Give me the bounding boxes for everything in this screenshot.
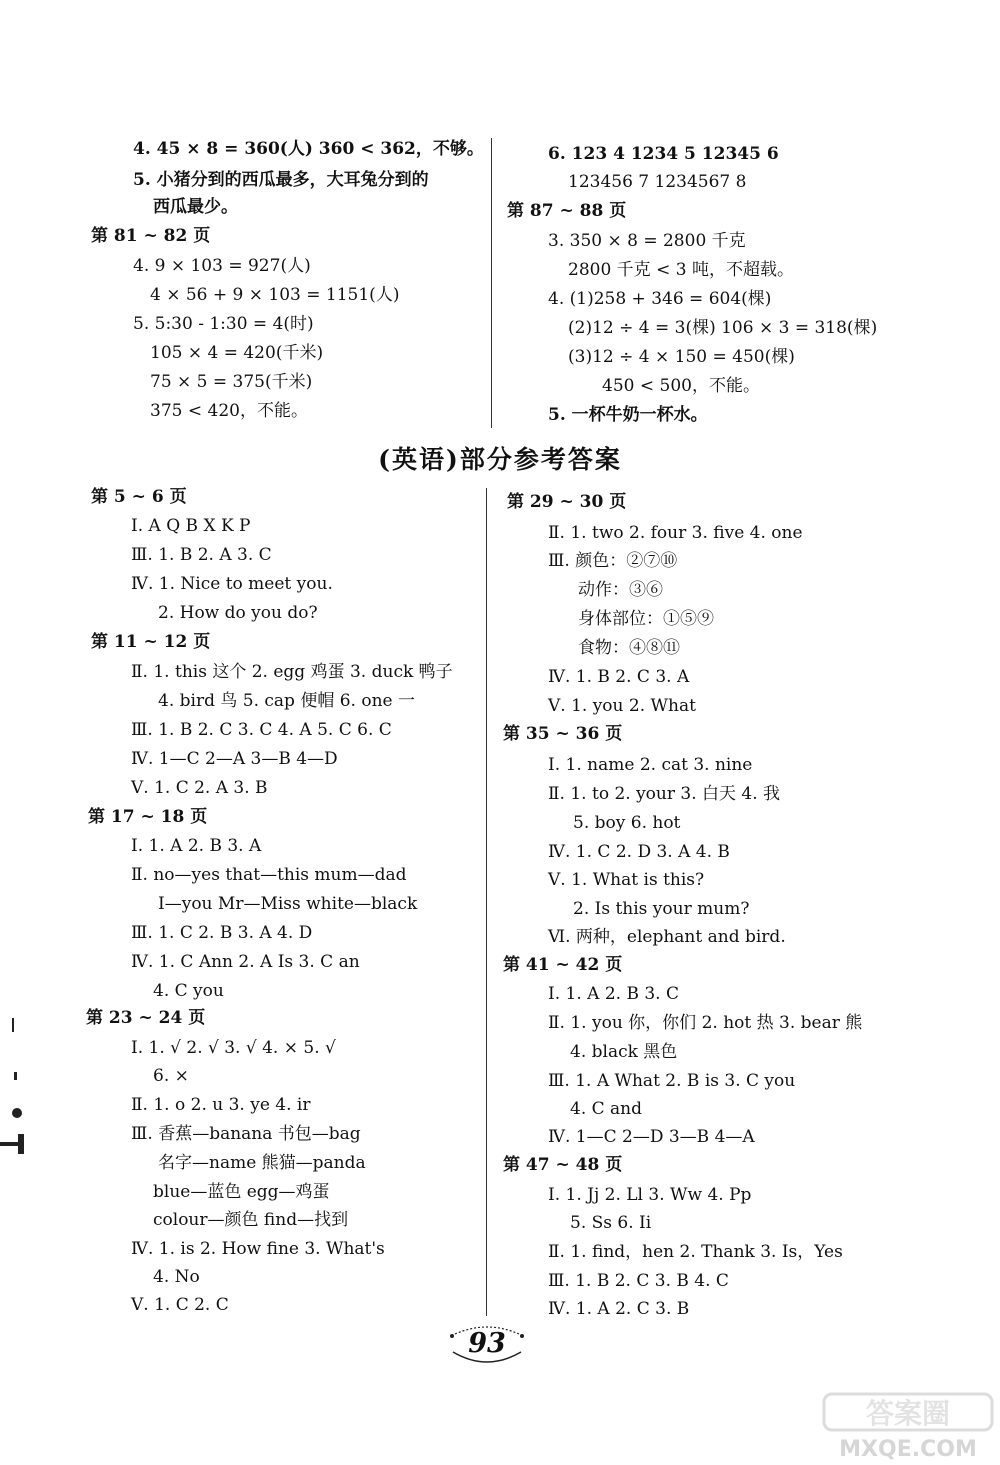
section-heading: 第 87 ~ 88 页 xyxy=(507,201,627,221)
binding-mark xyxy=(12,1018,14,1032)
watermark-logo xyxy=(818,1392,1000,1461)
section-heading: 第 11 ~ 12 页 xyxy=(91,632,211,652)
answer-line: Ⅱ. 1. to 2. your 3. 白天 4. 我 xyxy=(548,784,781,804)
binding-mark xyxy=(12,1108,22,1118)
watermark-logo-text: 答案圈 xyxy=(865,1397,951,1430)
answer-line: (2)12 ÷ 4 = 3(棵) 106 × 3 = 318(棵) xyxy=(568,318,878,338)
answer-line: Ⅰ. 1. name 2. cat 3. nine xyxy=(548,755,753,775)
answer-line: 4. (1)258 + 346 = 604(棵) xyxy=(548,289,772,309)
answer-line: 75 × 5 = 375(千米) xyxy=(150,372,313,392)
answer-line: blue—蓝色 egg—鸡蛋 xyxy=(153,1182,330,1202)
page-number-ornament xyxy=(447,1322,527,1366)
answer-line: Ⅲ. 1. B 2. A 3. C xyxy=(131,545,272,565)
section-heading: 第 29 ~ 30 页 xyxy=(507,492,627,512)
answer-line: Ⅰ. A Q B X K P xyxy=(131,516,251,536)
answer-line: 4. bird 鸟 5. cap 便帽 6. one 一 xyxy=(158,691,416,711)
answer-line: I—you Mr—Miss white—black xyxy=(158,894,418,914)
binding-mark xyxy=(14,1072,17,1080)
section-heading: 第 47 ~ 48 页 xyxy=(503,1155,623,1175)
answer-line: 西瓜最少。 xyxy=(153,197,238,217)
answer-line: 450 < 500，不能。 xyxy=(602,376,760,396)
answer-line: Ⅵ. 两种，elephant and bird. xyxy=(548,927,786,947)
answer-line: Ⅰ. 1. A 2. B 3. C xyxy=(548,984,679,1004)
answer-line: Ⅲ. 颜色：②⑦⑩ xyxy=(548,551,678,571)
watermark xyxy=(818,1392,1000,1461)
answer-line: Ⅱ. no—yes that—this mum—dad xyxy=(131,865,407,885)
answer-line: 5. 一杯牛奶一杯水。 xyxy=(548,405,708,425)
answer-line: Ⅲ. 1. B 2. C 3. B 4. C xyxy=(548,1271,729,1291)
answer-line: Ⅳ. 1. C Ann 2. A Is 3. C an xyxy=(131,952,360,972)
answer-line: 5. 5:30 - 1:30 = 4(时) xyxy=(133,314,314,334)
answer-line: Ⅳ. 1. B 2. C 3. A xyxy=(548,667,690,687)
answer-line: 105 × 4 = 420(千米) xyxy=(150,343,324,363)
answer-line: Ⅳ. 1. Nice to meet you. xyxy=(131,574,333,594)
section-heading: 第 41 ~ 42 页 xyxy=(503,955,623,975)
answer-line: Ⅴ. 1. C 2. C xyxy=(131,1295,229,1315)
answer-line: Ⅱ. 1. o 2. u 3. ye 4. ir xyxy=(131,1095,311,1115)
answer-line: 6. 123 4 1234 5 12345 6 xyxy=(548,144,779,164)
section-heading: 第 23 ~ 24 页 xyxy=(86,1008,206,1028)
section-heading: 第 17 ~ 18 页 xyxy=(88,807,208,827)
answer-line: Ⅳ. 1. is 2. How fine 3. What's xyxy=(131,1239,385,1259)
answer-line: Ⅴ. 1. C 2. A 3. B xyxy=(131,778,268,798)
answer-line: 4. 9 × 103 = 927(人) xyxy=(133,256,311,276)
answer-line: 123456 7 1234567 8 xyxy=(568,172,747,192)
answer-line: 5. Ss 6. Ii xyxy=(570,1213,652,1233)
answer-line: 4. 45 × 8 = 360(人) 360 < 362，不够。 xyxy=(133,139,484,159)
answer-line: Ⅱ. 1. find，hen 2. Thank 3. Is，Yes xyxy=(548,1242,843,1262)
answer-line: 3. 350 × 8 = 2800 千克 xyxy=(548,231,746,251)
answer-line: 2. Is this your mum? xyxy=(573,899,750,919)
answer-line: 4. black 黑色 xyxy=(570,1042,678,1062)
answer-line: 动作：③⑥ xyxy=(578,580,663,600)
answer-line: Ⅱ. 1. you 你，你们 2. hot 热 3. bear 熊 xyxy=(548,1013,863,1033)
binding-mark xyxy=(18,1134,24,1154)
watermark-url: MXQE.COM xyxy=(839,1437,977,1461)
answer-line: Ⅱ. 1. this 这个 2. egg 鸡蛋 3. duck 鸭子 xyxy=(131,662,453,682)
answer-line: Ⅳ. 1. A 2. C 3. B xyxy=(548,1299,690,1319)
bottom-column-divider xyxy=(486,488,487,1316)
answer-line: 2800 千克 < 3 吨，不超载。 xyxy=(568,260,794,280)
answer-line: Ⅴ. 1. What is this? xyxy=(548,870,705,890)
top-column-divider xyxy=(491,138,492,428)
answer-line: 4. No xyxy=(153,1267,200,1287)
answer-line: 4 × 56 + 9 × 103 = 1151(人) xyxy=(150,285,400,305)
answer-line: Ⅰ. 1. √ 2. √ 3. √ 4. × 5. √ xyxy=(131,1038,336,1058)
answer-line: Ⅳ. 1—C 2—D 3—B 4—A xyxy=(548,1127,755,1147)
answer-line: Ⅳ. 1. C 2. D 3. A 4. B xyxy=(548,842,730,862)
answer-line: Ⅲ. 1. C 2. B 3. A 4. D xyxy=(131,923,313,943)
answer-line: 2. How do you do? xyxy=(158,603,318,623)
answer-line: 食物：④⑧⑪ xyxy=(578,638,680,658)
answer-line: Ⅴ. 1. you 2. What xyxy=(548,696,696,716)
section-heading: 第 35 ~ 36 页 xyxy=(503,724,623,744)
section-heading: 第 81 ~ 82 页 xyxy=(91,226,211,246)
answer-line: Ⅲ. 香蕉—banana 书包—bag xyxy=(131,1124,361,1144)
answer-line: Ⅰ. 1. Jj 2. Ll 3. Ww 4. Pp xyxy=(548,1185,752,1205)
answer-line: 身体部位：①⑤⑨ xyxy=(578,609,714,629)
answer-line: Ⅲ. 1. B 2. C 3. C 4. A 5. C 6. C xyxy=(131,720,392,740)
section-heading: 第 5 ~ 6 页 xyxy=(91,487,187,507)
page-number: 93 xyxy=(468,1328,506,1359)
answer-line: 4. C and xyxy=(570,1099,643,1119)
answer-line: Ⅳ. 1—C 2—A 3—B 4—D xyxy=(131,749,338,769)
answer-line: (3)12 ÷ 4 × 150 = 450(棵) xyxy=(568,347,795,367)
answer-line: 6. × xyxy=(153,1066,189,1086)
answer-line: Ⅱ. 1. two 2. four 3. five 4. one xyxy=(548,523,803,543)
answer-line: 5. boy 6. hot xyxy=(573,813,681,833)
answer-line: Ⅰ. 1. A 2. B 3. A xyxy=(131,836,262,856)
answer-line: 5. 小猪分到的西瓜最多，大耳兔分到的 xyxy=(133,170,429,190)
answer-line: 4. C you xyxy=(153,981,224,1001)
section-title: (英语)部分参考答案 xyxy=(378,445,622,474)
answer-line: colour—颜色 find—找到 xyxy=(153,1210,349,1230)
answer-line: 375 < 420，不能。 xyxy=(150,401,308,421)
answer-line: 名字—name 熊猫—panda xyxy=(158,1153,366,1173)
answer-line: Ⅲ. 1. A What 2. B is 3. C you xyxy=(548,1071,796,1091)
